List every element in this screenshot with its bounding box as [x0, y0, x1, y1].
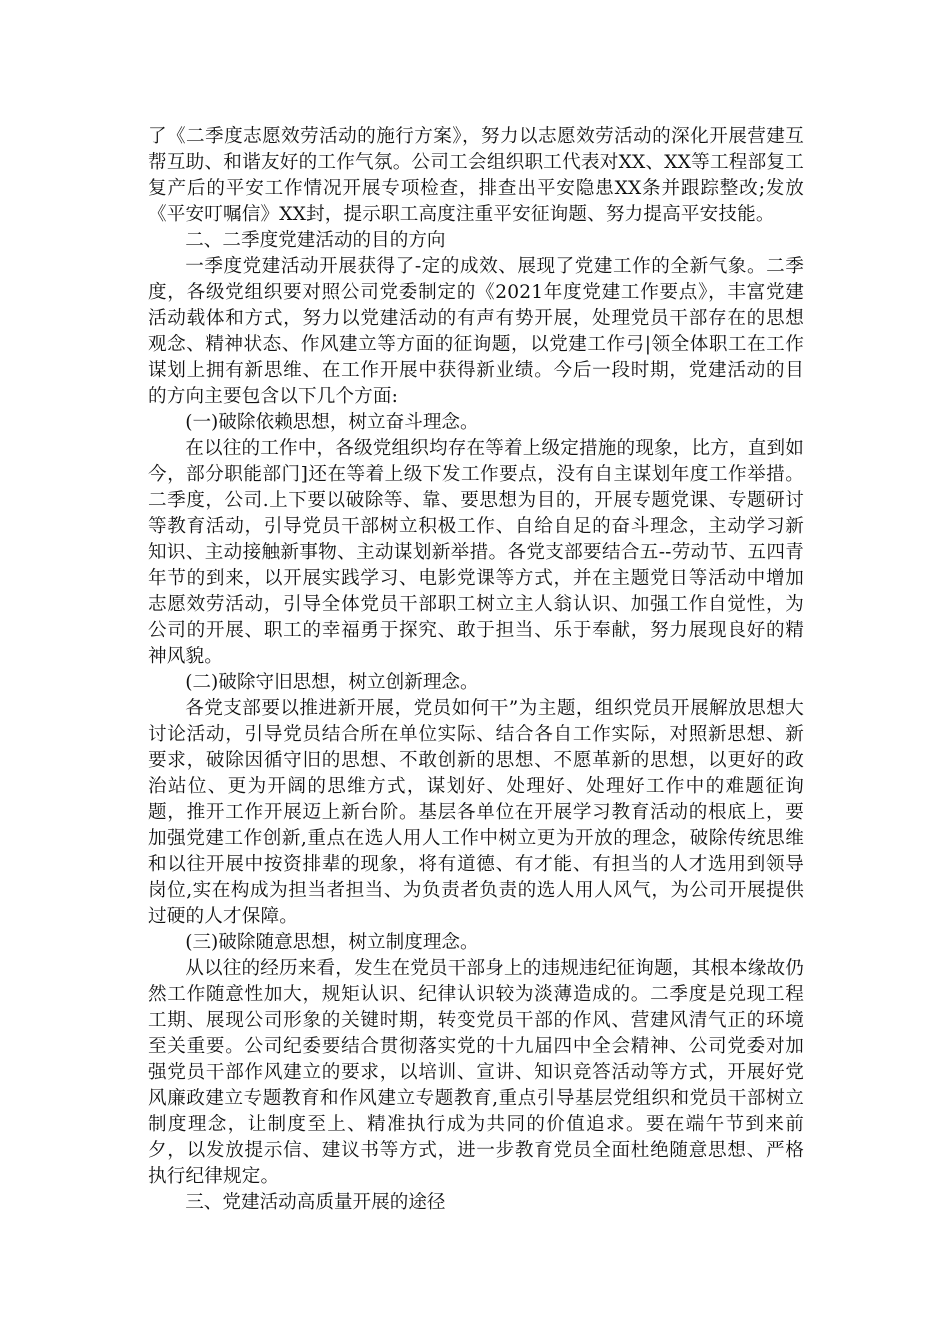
paragraph-dependency: 在以往的工作中，各级党组织均存在等着上级定措施的现象，比方，直到如今，部分职能部门]还在等着上级下发工作要点，没有自主谋划年度工作举措。二季度，公司.上下要以破除等、靠、要思想为目的，开展专题党课、专题研讨等教育活动，引导党员干部树立积极工作、自给自足的奋斗理念，主动学习新知识、主动接触新事物、主动谋划新举措。各党支部要结合五--劳动节、五四青年节的到来，以开展实践学习、电影党课等方式，并在主题党日等活动中增加志愿效劳活动，引导全体党员干部职工树立主人翁认识、加强工作自觉性，为公司的开展、职工的幸福勇于探究、敢于担当、乐于奉献，努力展现良好的精神风貌。: [148, 438, 804, 667]
paragraph-continuation: 了《二季度志愿效劳活动的施行方案》，努力以志愿效劳活动的深化开展营建互帮互助、和谐友好的工作气氛。公司工会组织职工代表对XX、XX等工程部复工复产后的平安工作情况开展专项检查，排查出平安隐患XX条并跟踪整改;发放《平安叮嘱信》XX封，提示职工高度注重平安征询题、努力提高平安技能。: [148, 126, 804, 225]
section-heading-3: 三、党建活动高质量开展的途径: [185, 1192, 446, 1213]
paragraph-discipline: 从以往的经历来看，发生在党员干部身上的违规违纪征询题，其根本缘故仍然工作随意性加大，规矩认识、纪律认识较为淡薄造成的。二季度是兑现工程工期、展现公司形象的关键时期，转变党员干部的作风、营建风清气正的环境至关重要。公司纪委要结合贯彻落实党的十九届四中全会精神、公司党委对加强党员干部作风建立的要求，以培训、宣讲、知识竞答活动等方式，开展好党风廉政建立专题教育和作风建立专题教育,重点引导基层党组织和党员干部树立制度理念，让制度至上、精准执行成为共同的价值追求。要在端午节到来前夕，以发放提示信、建议书等方式，进一步教育党员全面杜绝随意思想、严格执行纪律规定。: [148, 958, 804, 1187]
subheading-2: (二)破除守旧思想，树立创新理念。: [185, 672, 479, 693]
subheading-3: (三)破除随意思想，树立制度理念。: [185, 932, 479, 953]
subheading-1: (一)破除依赖思想，树立奋斗理念。: [185, 412, 479, 433]
section-heading-2: 二、二季度党建活动的目的方向: [185, 230, 446, 251]
document-page: [148, 124, 804, 1216]
paragraph-innovation: 各党支部要以推进新开展，党员如何干”为主题，组织党员开展解放思想大讨论活动，引导党员结合所在单位实际、结合各自工作实际，对照新思想、新要求，破除因循守旧的思想、不敢创新的思想、不愿革新的思想，以更好的政治站位、更为开阔的思维方式，谋划好、处理好、处理好工作中的难题征询题，推开工作开展迈上新台阶。基层各单位在开展学习教育活动的根底上，要加强党建工作创新,重点在选人用人工作中树立更为开放的理念，破除传统思维和以往开展中按资排辈的现象，将有道德、有才能、有担当的人才选用到领导岗位,实在构成为担当者担当、为负责者负责的选人用人风气，为公司开展提供过硬的人才保障。: [148, 698, 804, 927]
paragraph-q1-summary: 一季度党建活动开展获得了-定的成效、展现了党建工作的全新气象。二季度，各级党组织要对照公司党委制定的《2021年度党建工作要点》，丰富党建活动载体和方式，努力以党建活动的有声有势开展，处理党员干部存在的思想观念、精神状态、作风建立等方面的征询题，以党建工作弓|领全体职工在工作谋划上拥有新思维、在工作开展中获得新业绩。今后一段时期，党建活动的目的方向主要包含以下几个方面:: [148, 256, 804, 407]
